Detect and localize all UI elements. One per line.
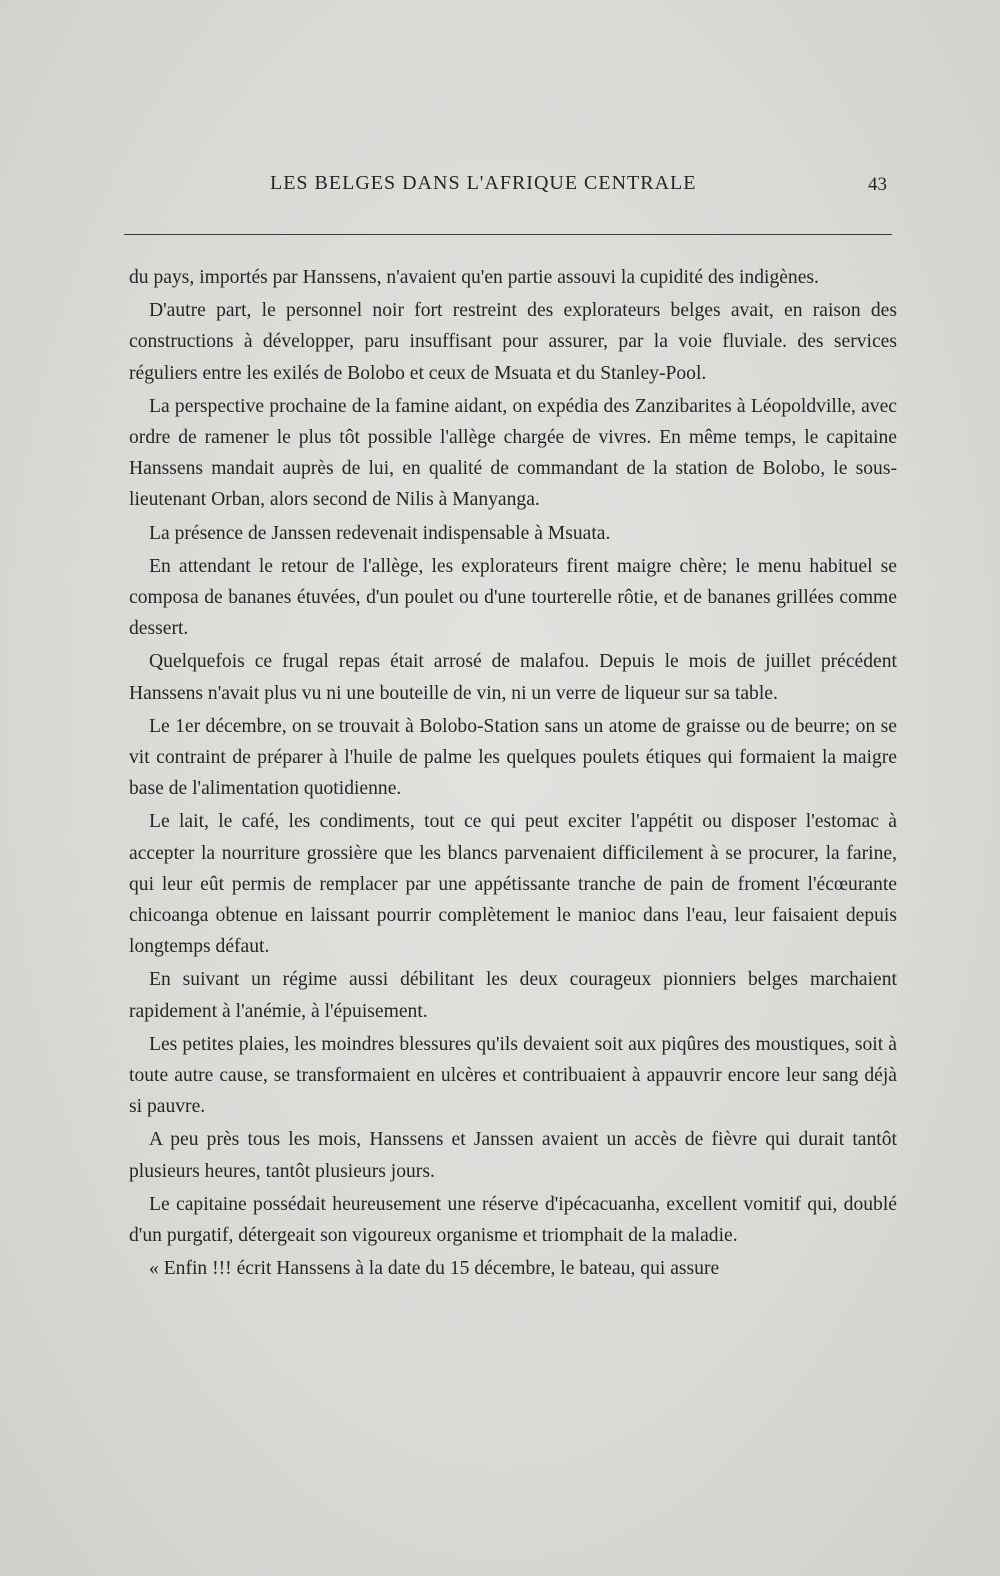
paragraph: La perspective prochaine de la famine aidant, on expédia des Zanzibarites à Léopoldville, avec ordre de ramener le plus tôt possible l'allège chargée de vivres. En même temps, le capitaine Hanssens mandait auprès de lui, en qualité de commandant de la station de Bolobo, le sous-lieutenant Orban, alors second de Nilis à Manyanga. (129, 395, 897, 511)
paragraph: D'autre part, le personnel noir fort restreint des explorateurs belges avait, en raison des constructions à développer, paru insuffisant pour assurer, par la voie fluviale. des services réguliers entre les exilés de Bolobo et ceux de Msuata et du Stanley-Pool. (129, 300, 897, 384)
paragraph: En attendant le retour de l'allège, les explorateurs firent maigre chère; le menu habituel se composa de bananes étuvées, d'un poulet ou d'une tourterelle rôtie, et de bananes grillées comme dessert. (129, 555, 897, 640)
paragraph: La présence de Janssen redevenait indispensable à Msuata. (149, 522, 611, 544)
paragraph: « Enfin !!! écrit Hanssens à la date du 15 décembre, le bateau, qui assure (149, 1258, 720, 1280)
running-title: LES BELGES DANS L'AFRIQUE CENTRALE (270, 172, 697, 194)
paragraph: du pays, importés par Hanssens, n'avaient qu'en partie assouvi la cupidité des indigènes. (129, 267, 819, 288)
paragraph: En suivant un régime aussi débilitant les deux courageux pionniers belges marchaient rapidement à l'anémie, à l'épuisement. (129, 969, 897, 1022)
body-text (129, 262, 897, 1287)
paragraph: Le capitaine possédait heureusement une réserve d'ipécacuanha, excellent vomitif qui, doublé d'un purgatif, détergeait son vigoureux organisme et triomphait de la maladie. (129, 1193, 897, 1247)
paragraph: Le lait, le café, les condiments, tout ce qui peut exciter l'appétit ou disposer l'estomac à accepter la nourriture grossière que les blancs parvenaient difficilement à se procurer, la farine, qui leur eût permis de remplacer par une appétissante tranche de pain de froment l'écœurante chicoanga obtenue en laissant pourrir complètement le manioc dans l'eau, leur faisaient depuis longtemps défaut. (129, 811, 897, 958)
page-header (130, 172, 895, 202)
paragraph: Le 1er décembre, on se trouvait à Bolobo-Station sans un atome de graisse ou de beurre; on se vit contraint de préparer à l'huile de palme les quelques poulets étiques qui formaient la maigre base de l'alimentation quotidienne. (129, 715, 897, 800)
paragraph: A peu près tous les mois, Hanssens et Janssen avaient un accès de fièvre qui durait tantôt plusieurs heures, tantôt plusieurs jours. (129, 1129, 897, 1182)
paragraph: Les petites plaies, les moindres blessures qu'ils devaient soit aux piqûres des moustiques, soit à toute autre cause, se transformaient en ulcères et contribuaient à appauvrir encore leur sang déjà si pauvre. (129, 1033, 897, 1118)
header-rule (124, 234, 892, 235)
page-number: 43 (868, 174, 887, 195)
paragraph: Quelquefois ce frugal repas était arrosé de malafou. Depuis le mois de juillet précédent Hanssens n'avait plus vu ni une bouteille de vin, ni un verre de liqueur sur sa table. (129, 651, 897, 704)
